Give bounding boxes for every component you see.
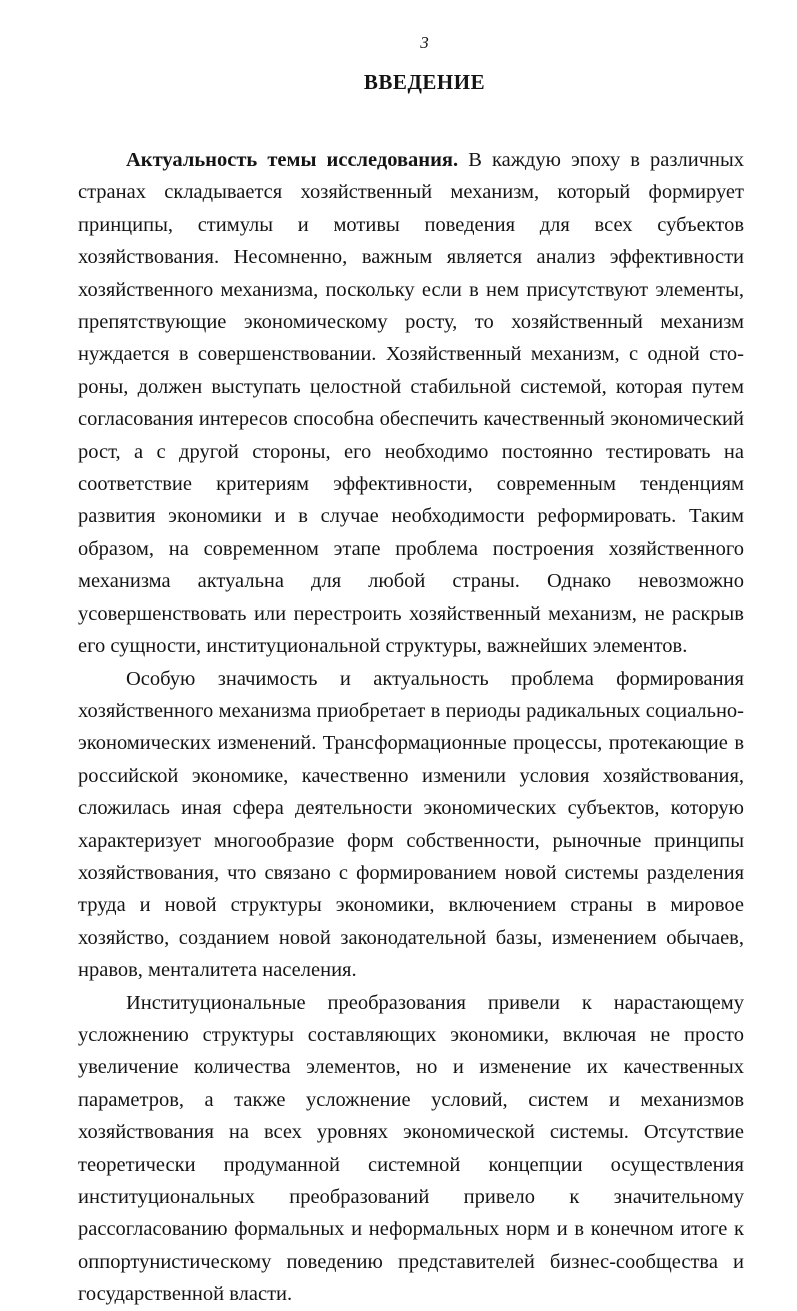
page-title: ВВЕДЕНИЕ bbox=[363, 70, 486, 94]
paragraph-institutional-transformations: Институциональные преобразования привели к нарастающему усложнению структуры составляющих экономики, включая не просто увеличение количества элементов, но и изменение их качественных параметров, а также усложнение условий, систем и механизмов хозяйствования на всех уровнях экономической системы. Отсутствие теоретически продуманной системной концепции осуществления институциональных преобразований привело к значительному рассогласованию формальных и неформальных норм и в конечном итоге к оппортунистическому поведению представителей бизнес-сообщества и государственной власти. bbox=[78, 991, 744, 1306]
paragraph-lead-heading: Актуальность темы исследования. bbox=[126, 149, 459, 171]
page-number: 3 bbox=[420, 33, 429, 52]
paragraph-text: В каждую эпоху в различных странах складывается хозяйственный механизм, который формирует принципы, стимулы и мотивы поведения для всех субъектов хозяйствования. Несомненно, важным является анализ эффективности хозяйственного механизма, поскольку если в нем присутствуют элементы, препятствующие экономическому росту, то хозяйственный механизм нуждается в совершенствовании. Хозяйственный механизм, с одной стороны, должен выступать целостной стабильной системой, которая путем согласования интересов способна обеспечить качественный экономический рост, а с другой стороны, его необходимо постоянно тестировать на соответствие критериям эффективности, современным тенденциям развития экономики и в случае необходимости реформировать. Таким образом, на современном этапе проблема построения хозяйственного механизма актуальна для любой страны. Однако невозможно усовершенствовать или перестроить хозяйственный механизм, не раскрыв его сущности, институциональной структуры, важнейших элементов. bbox=[78, 149, 744, 658]
paragraph-relevance bbox=[78, 144, 744, 663]
document-body bbox=[78, 144, 744, 1311]
paragraph-significance: Особую значимость и актуальность проблема формирования хозяйственного механизма приобретает в периоды радикальных социально-экономических изменений. Трансформационные процессы, протекающие в российской экономике, качественно изменили условия хозяйствования, сложилась иная сфера деятельности экономических субъектов, которую характеризует многообразие форм собственности, рыночные принципы хозяйствования, что связано с формированием новой системы разделения труда и новой структуры экономики, включением страны в мировое хозяйство, созданием новой законодательной базы, изменением обычаев, нравов, менталитета населения. bbox=[78, 667, 744, 982]
